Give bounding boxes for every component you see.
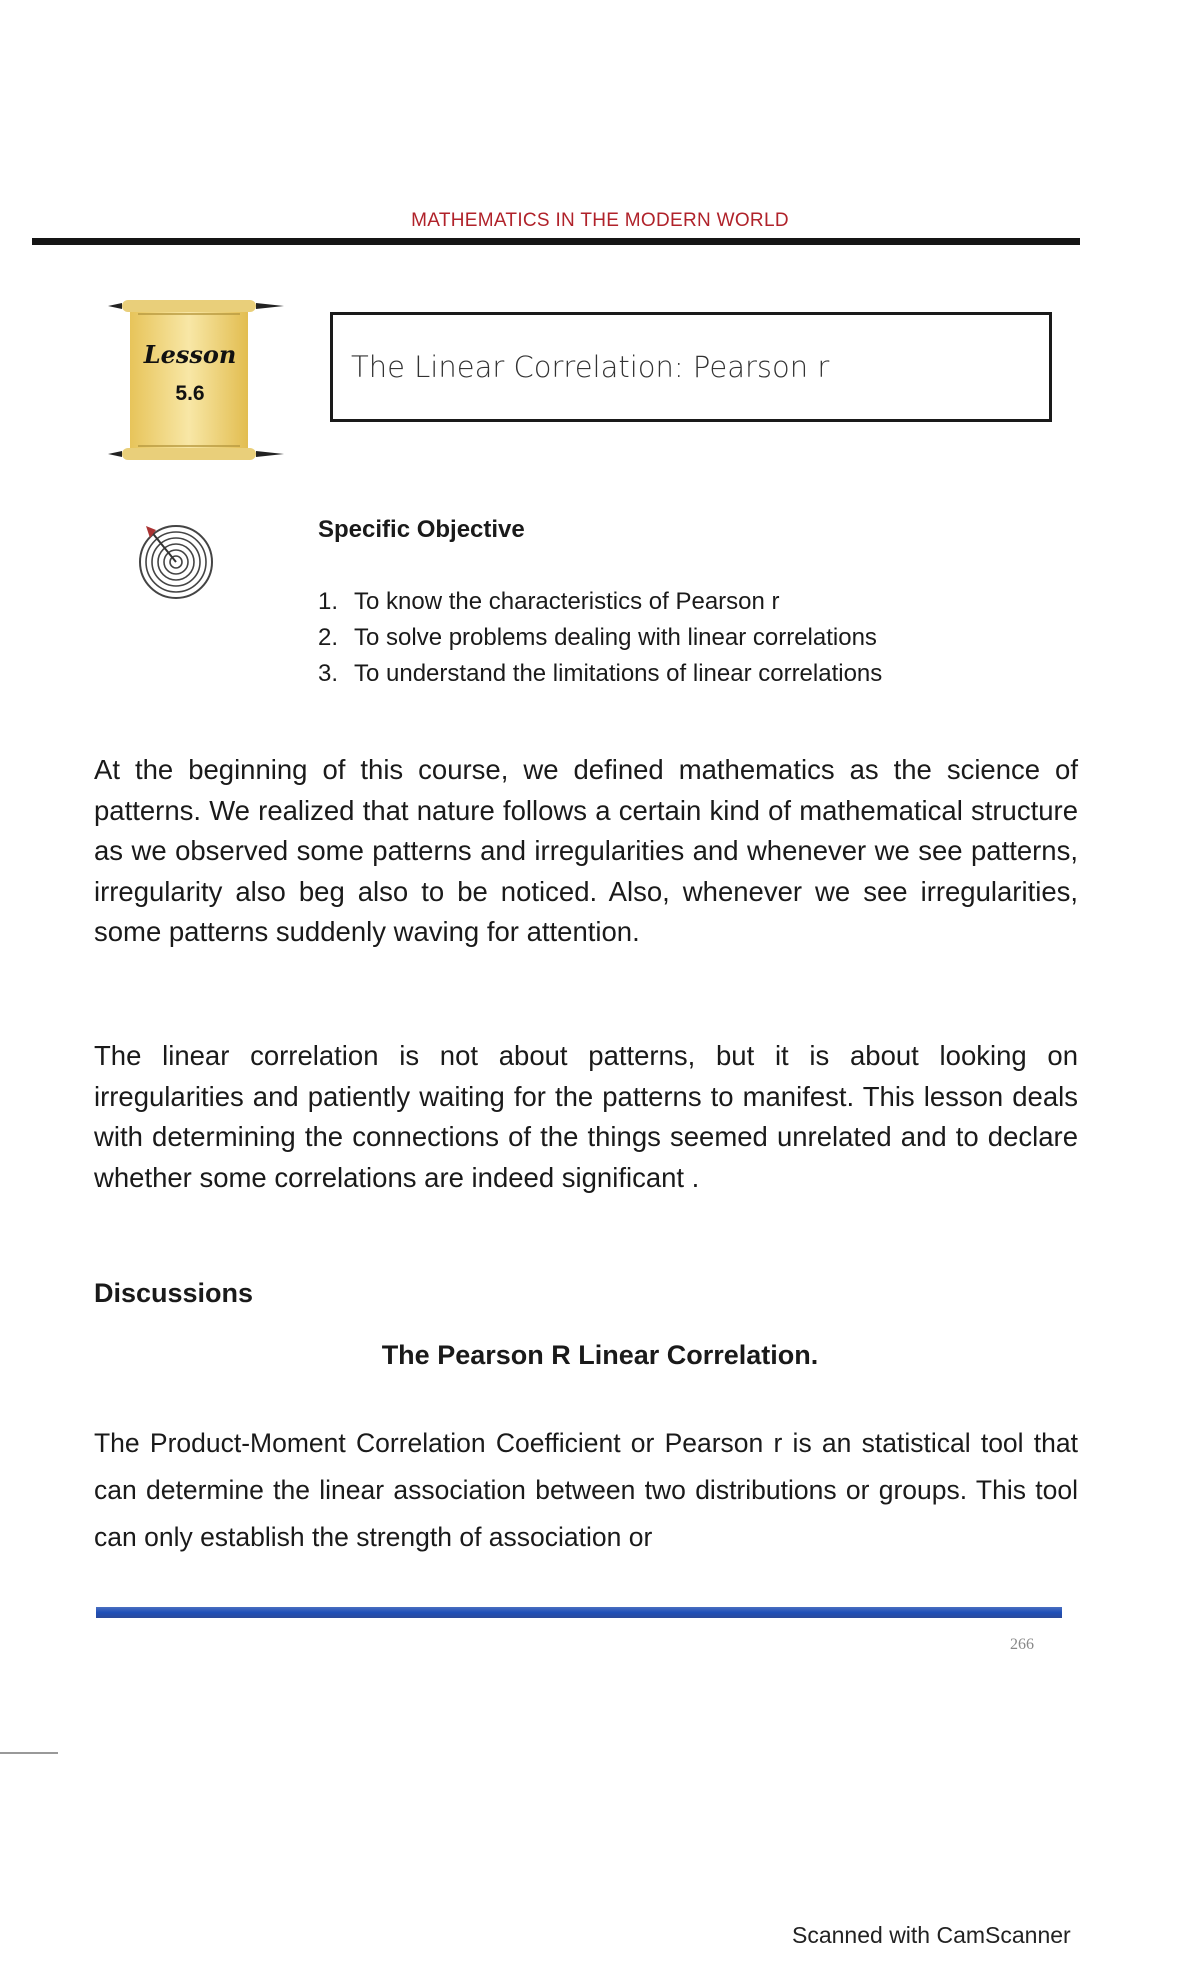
footer-rule: [96, 1607, 1062, 1618]
target-icon: [136, 520, 216, 600]
list-item: 1. To know the characteristics of Pearson r: [318, 588, 780, 615]
lesson-number: 5.6: [175, 382, 205, 405]
lesson-title: The Linear Correlation: Pearson r: [351, 350, 830, 384]
list-item: 3. To understand the limitations of linear correlations: [318, 660, 883, 687]
list-item: 2. To solve problems dealing with linear correlations: [318, 624, 877, 651]
pearson-paragraph: The Product-Moment Correlation Coefficient or Pearson r is an statistical tool that can determine the linear association between two distributions or groups. This tool can only establish the strength of association or: [94, 1428, 1078, 1552]
objectives-heading: Specific Objective: [318, 516, 525, 543]
lesson-title-box: [330, 312, 1052, 422]
scan-edge-mark: [0, 1752, 58, 1754]
scanner-watermark: Scanned with CamScanner: [792, 1922, 1071, 1948]
discussions-heading: Discussions: [94, 1278, 254, 1308]
objectives-list: [318, 584, 882, 692]
page-number: 266: [1010, 1636, 1034, 1653]
intro-paragraph: At the beginning of this course, we defined mathematics as the science of patterns. We realized that nature follows a certain kind of mathematical structure as we observed some patterns and irregularities and whenever we see patterns, irregularity also beg also to be noticed. Also, whenever we see irregularities, some patterns suddenly waving for attention.: [94, 754, 1078, 947]
section-subheading: The Pearson R Linear Correlation.: [381, 1340, 819, 1370]
lesson-label: Lesson: [143, 340, 237, 369]
header-rule: [32, 238, 1080, 245]
lesson-scroll-badge: [108, 296, 284, 464]
scroll-icon: [108, 296, 284, 464]
running-header-title: MATHEMATICS IN THE MODERN WORLD: [411, 210, 789, 231]
lesson-paragraph: The linear correlation is not about patterns, but it is about looking on irregularities and patiently waiting for the patterns to manifest. This lesson deals with determining the connections of the things seemed unrelated and to declare whether some correlations are indeed significant .: [94, 1040, 1078, 1193]
